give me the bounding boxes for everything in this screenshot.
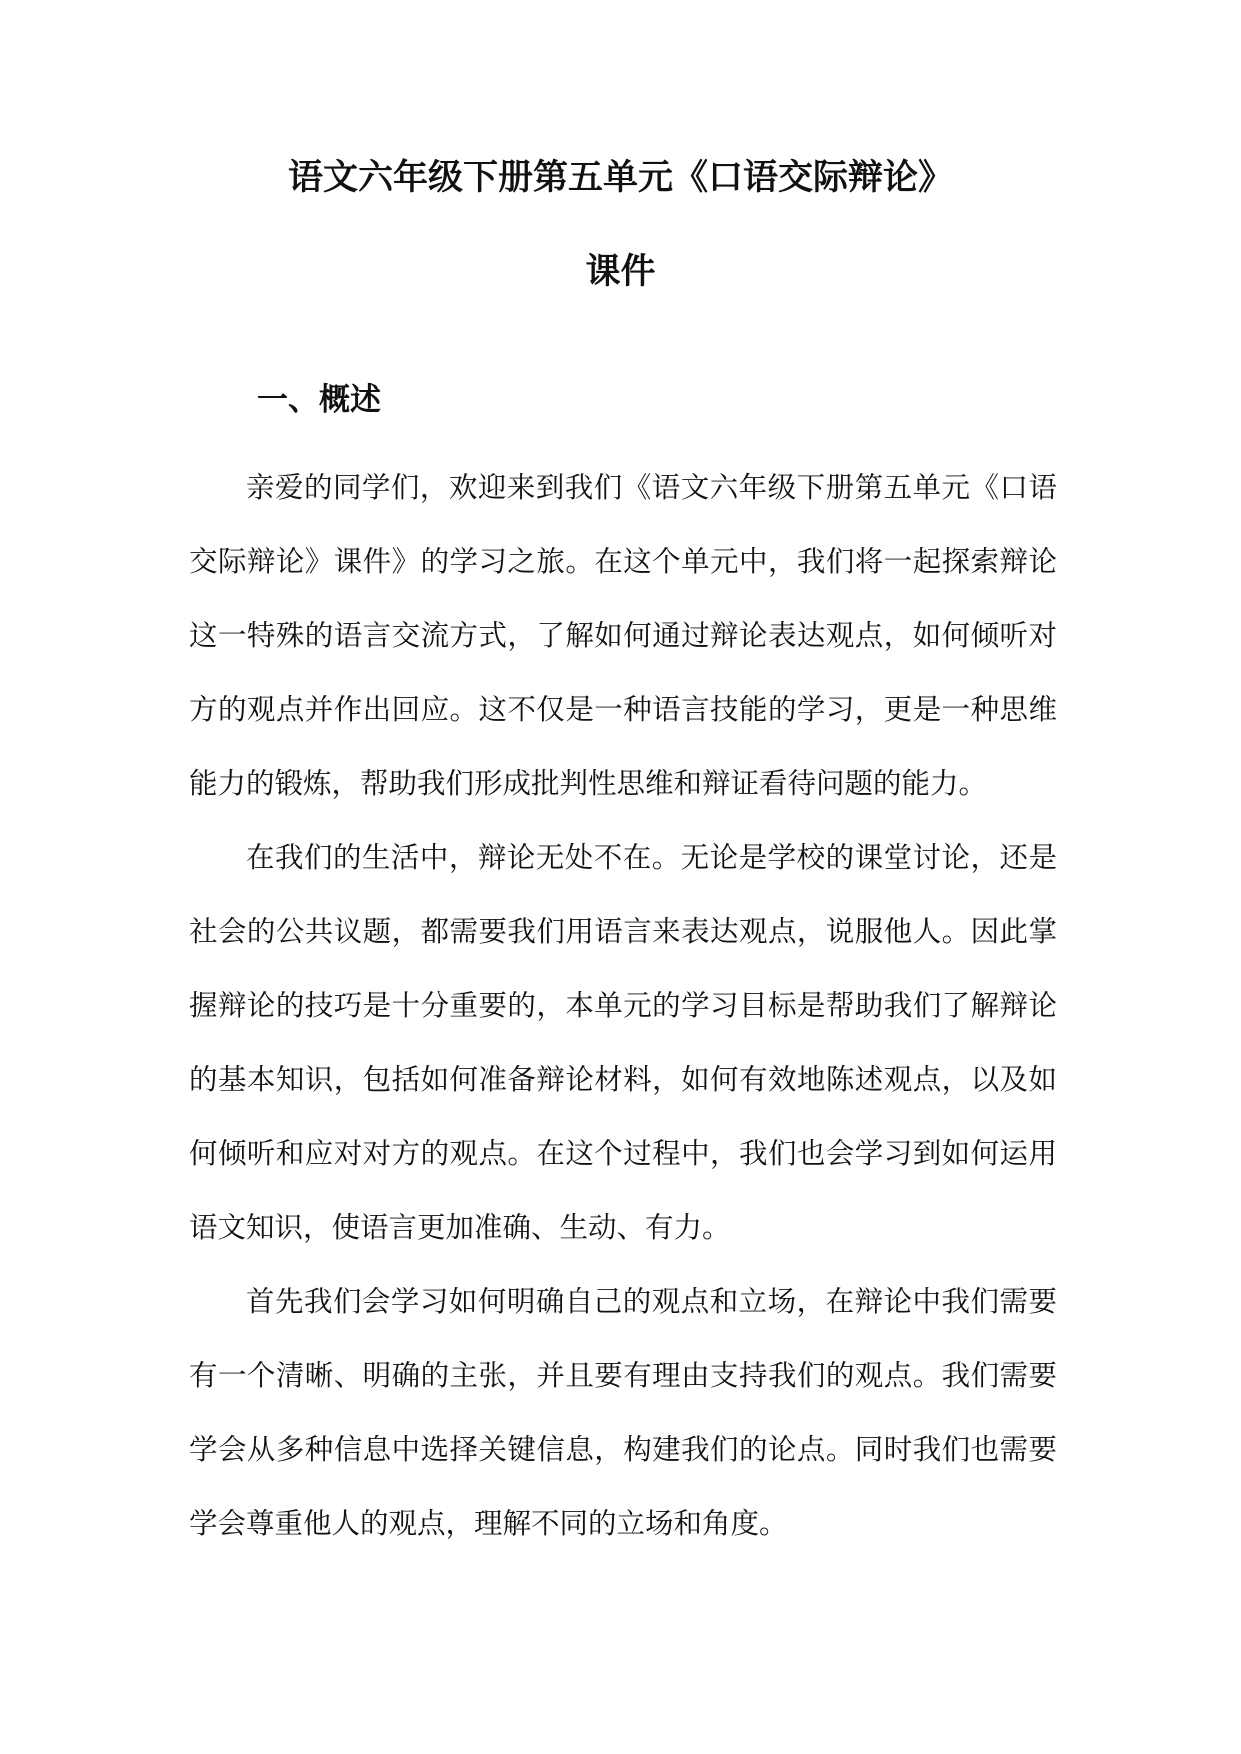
document-title-continuation: 课件 [585,252,656,292]
paragraph-2: 在我们的生活中，辩论无处不在。无论是学校的课堂讨论，还是社会的公共议题，都需要我们用语言来表达观点，说服他人。因此掌握辩论的技巧是十分重要的，本单元的学习目标是帮助我们了解辩论的基本知识，包括如何准备辩论材料，如何有效地陈述观点，以及如何倾听和应对对方的观点。在这个过程中，我们也会学习到如何运用语文知识，使语言更加准确、生动、有力。 [189,841,1057,1244]
section-heading: 一、概述 [257,382,381,418]
paragraph-3: 首先我们会学习如何明确自己的观点和立场，在辩论中我们需要有一个清晰、明确的主张，并且要有理由支持我们的观点。我们需要学会从多种信息中选择关键信息，构建我们的论点。同时我们也需要学会尊重他人的观点，理解不同的立场和角度。 [189,1285,1057,1540]
paragraph-1: 亲爱的同学们，欢迎来到我们《语文六年级下册第五单元《口语交际辩论》课件》的学习之旅。在这个单元中，我们将一起探索辩论这一特殊的语言交流方式，了解如何通过辩论表达观点，如何倾听对方的观点并作出回应。这不仅是一种语言技能的学习，更是一种思维能力的锻炼，帮助我们形成批判性思维和辩证看待问题的能力。 [189,471,1057,800]
document-title: 语文六年级下册第五单元《口语交际辩论》 [287,158,953,198]
